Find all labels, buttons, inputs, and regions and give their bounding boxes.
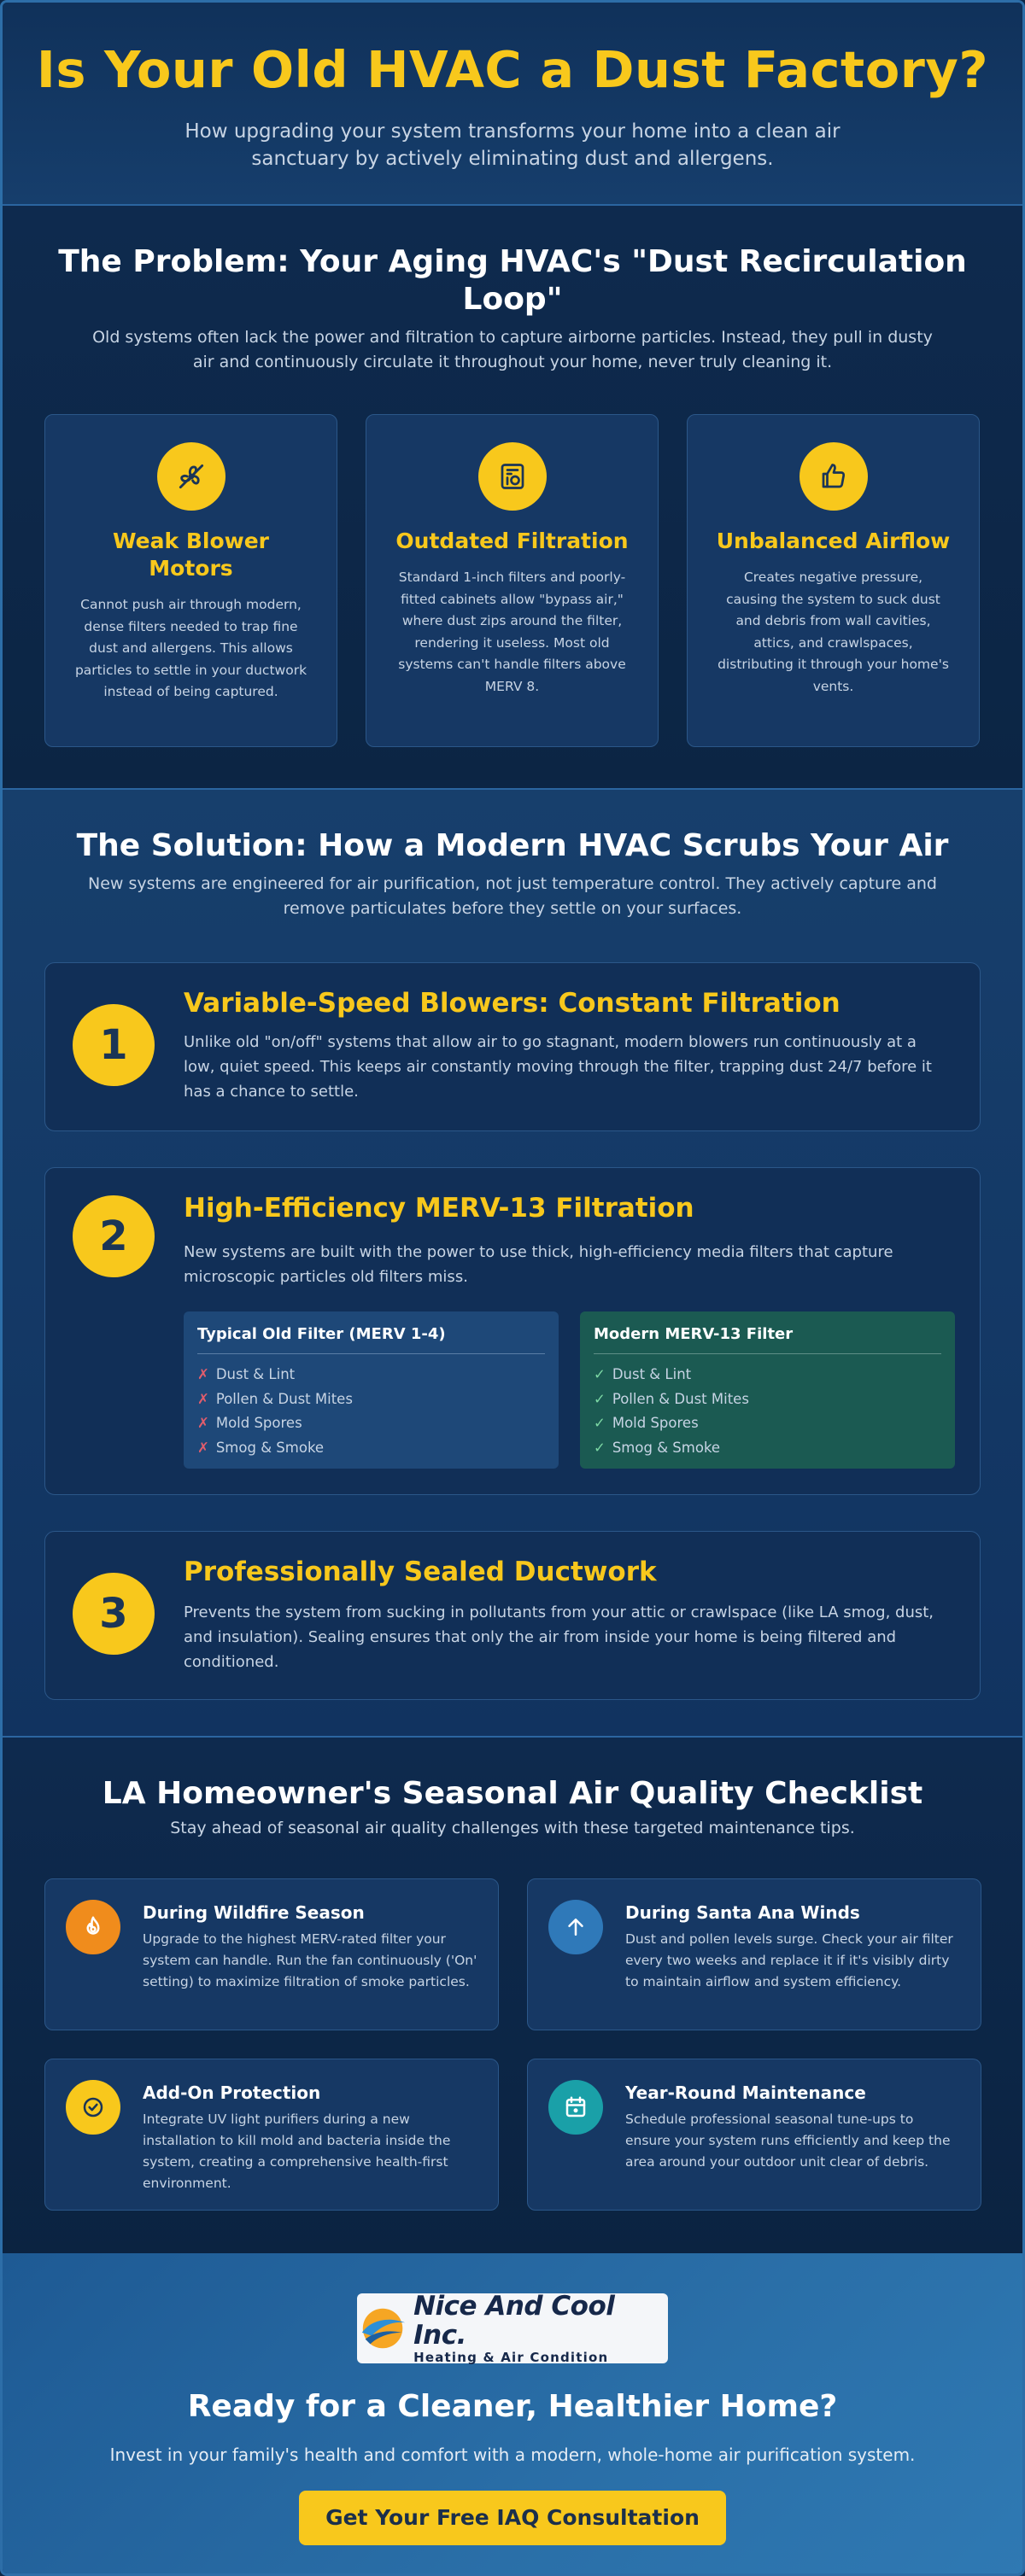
problem-subtitle: Old systems often lack the power and filtration to capture airborne particles. Instead, they pull in dusty air and continuously circulate it throughout your home, never truly cleaning it.	[92, 328, 933, 371]
check-mark-icon: ✓	[594, 1366, 606, 1382]
solution-section	[3, 790, 1022, 1738]
x-mark-icon: ✗	[197, 1366, 209, 1382]
step-text: Unlike old "on/off" systems that allow air to go stagnant, modern blowers run continuously at a low, quiet speed. This keeps air constantly moving through the filter, trapping dust 24/7 before it has a chance to settle.	[184, 1033, 932, 1101]
checklist-item-title: During Santa Ana Winds	[625, 1902, 860, 1923]
new-filter-item: ✓ Dust & Lint	[594, 1366, 692, 1382]
problem-card-blower	[44, 414, 337, 747]
problem-card-title: Outdated Filtration	[395, 529, 629, 553]
x-mark-icon: ✗	[197, 1390, 209, 1407]
problem-card-title: Weak Blower Motors	[112, 529, 270, 581]
x-mark-icon: ✗	[197, 1415, 209, 1431]
step-text: New systems are built with the power to use thick, high-efficiency media filters that capture microscopic particles old filters miss.	[184, 1243, 893, 1286]
checklist-section	[3, 1738, 1022, 2253]
cta-title: Ready for a Cleaner, Healthier Home?	[187, 2389, 838, 2424]
new-filter-item: ✓ Pollen & Dust Mites	[594, 1390, 749, 1407]
old-filter-box	[184, 1311, 559, 1469]
old-filter-item: ✗ Pollen & Dust Mites	[197, 1390, 353, 1407]
free-consultation-button[interactable]: Get Your Free IAQ Consultation	[299, 2491, 726, 2545]
checklist-item-title: During Wildfire Season	[143, 1902, 365, 1923]
check-mark-icon: ✓	[594, 1439, 606, 1456]
page-subtitle: How upgrading your system transforms your home into a clean air sanctuary by actively eliminating dust and allergens.	[184, 120, 840, 170]
solution-step-3	[44, 1531, 981, 1700]
step-number: 1	[73, 1004, 155, 1086]
cta-subtitle: Invest in your family's health and comfort with a modern, whole-home air purification system.	[109, 2445, 916, 2465]
check-mark-icon: ✓	[594, 1415, 606, 1431]
problem-title: The Problem: Your Aging HVAC's "Dust Recirculation Loop"	[58, 244, 967, 317]
old-filter-item: ✗ Smog & Smoke	[197, 1439, 325, 1456]
step-title: High-Efficiency MERV-13 Filtration	[184, 1193, 694, 1224]
check-mark-icon: ✓	[594, 1390, 606, 1407]
step-title: Variable-Speed Blowers: Constant Filtration	[184, 988, 840, 1019]
checklist-item-text: Dust and pollen levels surge. Check your air filter every two weeks and replace it if it's visibly dirty to maintain airflow and system efficiency.	[625, 1931, 953, 1989]
problem-card-text: Standard 1-inch filters and poorly-fitted cabinets allow "bypass air," where dust zips around the filter, rendering it useless. Most old systems can't handle filters above MERV 8.	[398, 570, 626, 694]
logo-swoosh-icon	[357, 2302, 408, 2355]
check-circle-icon	[66, 2080, 120, 2135]
checklist-item-santa-ana	[527, 1878, 981, 2030]
solution-title: The Solution: How a Modern HVAC Scrubs Your Air	[76, 828, 949, 863]
step-number: 2	[73, 1195, 155, 1277]
logo-tagline: Heating & Air Condition	[413, 2350, 609, 2365]
problem-card-filtration	[366, 414, 659, 747]
old-filter-item: ✗ Dust & Lint	[197, 1366, 296, 1382]
solution-step-2	[44, 1167, 981, 1495]
weak-fan-icon	[157, 442, 226, 511]
solution-step-1	[44, 962, 981, 1131]
checklist-item-text: Integrate UV light purifiers during a new installation to kill mold and bacteria inside the system, creating a comprehensive health-first environment.	[143, 2112, 451, 2191]
thumbs-icon	[800, 442, 868, 511]
new-filter-item: ✓ Mold Spores	[594, 1415, 699, 1431]
arrow-up-icon	[548, 1900, 603, 1954]
old-filter-title: Typical Old Filter (MERV 1-4)	[197, 1325, 545, 1354]
checklist-title: LA Homeowner's Seasonal Air Quality Checklist	[102, 1776, 923, 1811]
problem-card-title: Unbalanced Airflow	[716, 529, 951, 553]
cta-section	[3, 2253, 1022, 2576]
checklist-item-text: Upgrade to the highest MERV-rated filter your system can handle. Run the fan continuously ('On' setting) to maximize filtration of smoke particles.	[143, 1931, 477, 1989]
step-title: Professionally Sealed Ductwork	[184, 1557, 657, 1587]
problem-section	[3, 206, 1022, 790]
step-text: Prevents the system from sucking in pollutants from your attic or crawlspace (like LA smog, dust, and insulation). Sealing ensures that only the air from inside your home is being filtered and conditioned.	[184, 1603, 934, 1671]
problem-card-airflow	[687, 414, 980, 747]
x-mark-icon: ✗	[197, 1439, 209, 1456]
checklist-item-text: Schedule professional seasonal tune-ups to ensure your system runs efficiently and keep the area around your outdoor unit clear of debris.	[625, 2112, 951, 2170]
new-filter-item: ✓ Smog & Smoke	[594, 1439, 721, 1456]
checklist-item-wildfire	[44, 1878, 499, 2030]
filter-icon	[478, 442, 547, 511]
checklist-item-year-round	[527, 2059, 981, 2211]
checklist-grid	[3, 1878, 1022, 2211]
hero-section	[3, 3, 1022, 206]
solution-subtitle: New systems are engineered for air purification, not just temperature control. They actively capture and remove particulates before they settle on your surfaces.	[88, 874, 937, 918]
fire-icon	[66, 1900, 120, 1954]
company-logo[interactable]	[357, 2293, 668, 2363]
checklist-subtitle: Stay ahead of seasonal air quality challenges with these targeted maintenance tips.	[170, 1819, 855, 1837]
logo-name: Nice And Cool Inc.	[413, 2291, 615, 2351]
checklist-item-add-on	[44, 2059, 499, 2211]
old-filter-item: ✗ Mold Spores	[197, 1415, 302, 1431]
checklist-item-title: Year-Round Maintenance	[625, 2082, 866, 2103]
new-filter-title: Modern MERV-13 Filter	[594, 1325, 941, 1354]
checklist-item-title: Add-On Protection	[143, 2082, 321, 2103]
page-title: Is Your Old HVAC a Dust Factory?	[36, 40, 989, 99]
problem-cards	[3, 414, 1022, 747]
filter-comparison	[184, 1311, 955, 1469]
new-filter-box	[580, 1311, 955, 1469]
calendar-icon	[548, 2080, 603, 2135]
step-number: 3	[73, 1573, 155, 1655]
problem-card-text: Creates negative pressure, causing the system to suck dust and debris from wall cavities, attics, and crawlspaces, distributing it through your home's vents.	[718, 570, 949, 694]
problem-card-text: Cannot push air through modern, dense filters needed to trap fine dust and allergens. This allows particles to settle in your ductwork instead of being captured.	[74, 597, 308, 699]
